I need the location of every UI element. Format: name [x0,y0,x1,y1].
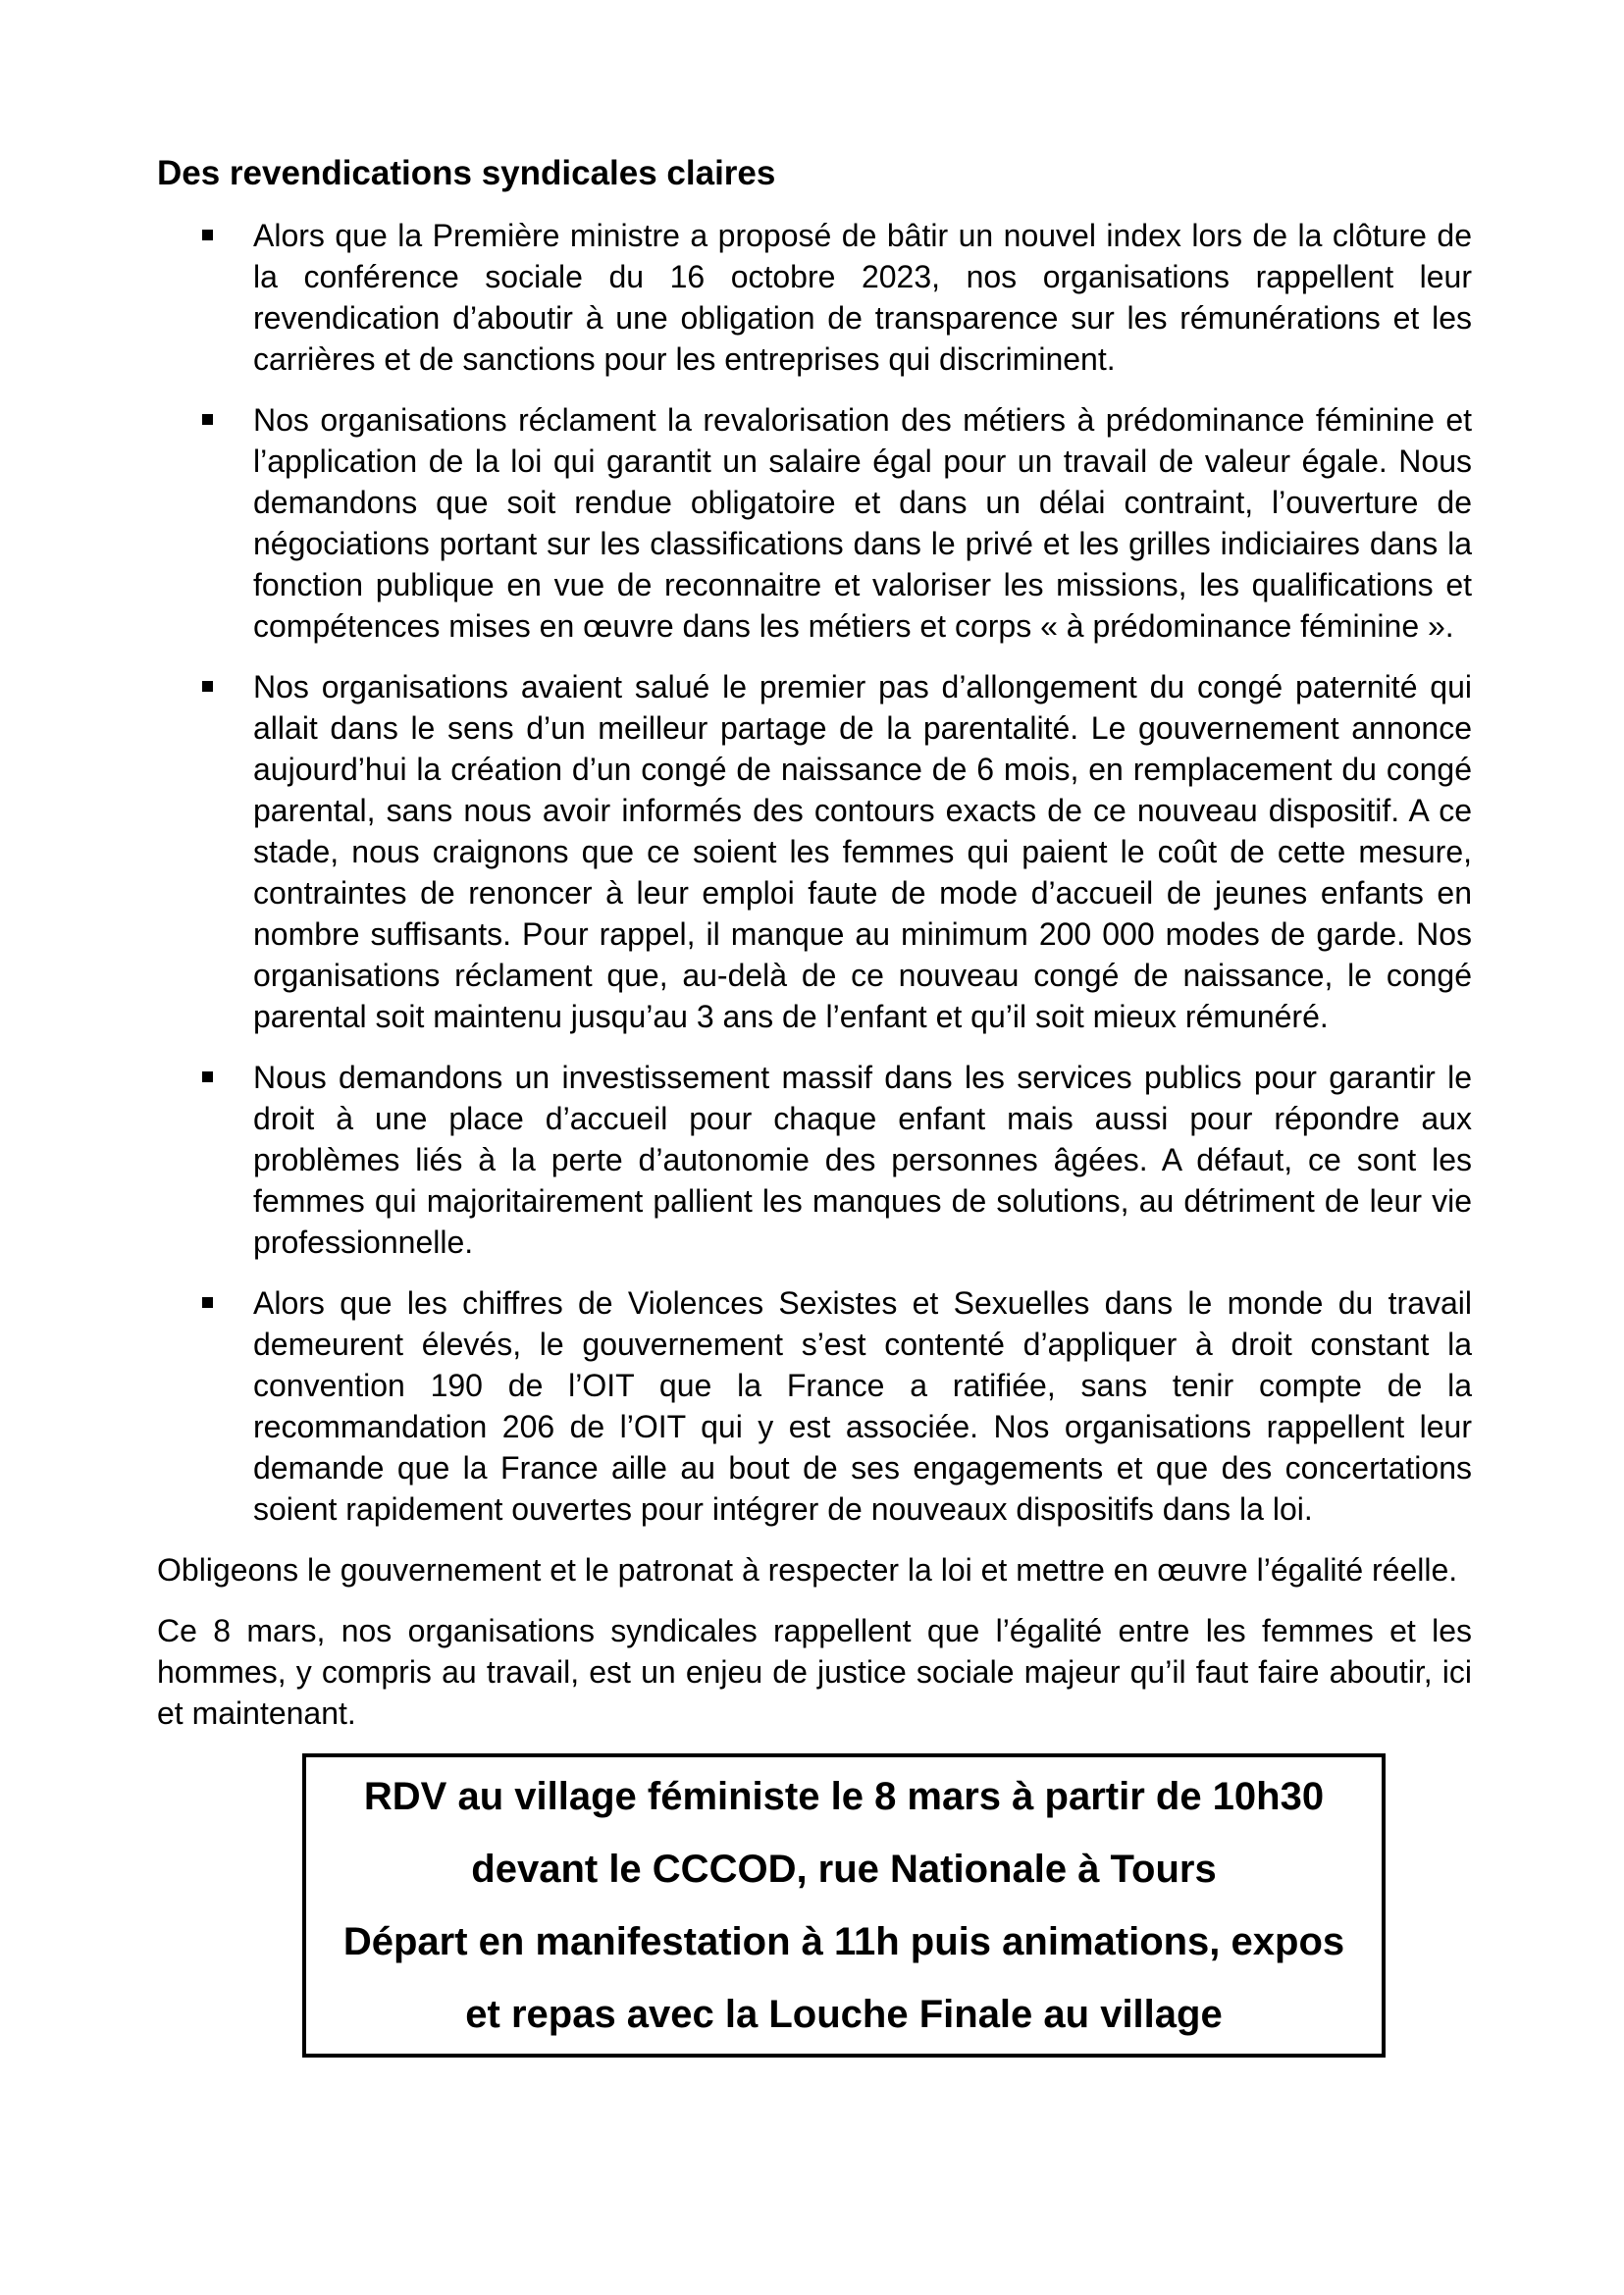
section-heading: Des revendications syndicales claires [157,154,776,192]
paragraph-obligeons: Obligeons le gouvernement et le patronat à respecter la loi et mettre en œuvre l’égalité réelle. [157,1552,1458,1588]
square-bullet-icon [202,230,213,240]
bullet-item-revalorisation [157,399,1472,647]
bullet-text-conge-naissance: Nos organisations avaient salué le premier pas d’allongement du congé paternité qui allait dans le sens d’un meilleur partage de la parentalité. Le gouvernement annonce aujourd’hui la création d’un congé de naissance de 6 mois, en remplacement du congé parental, sans nous avoir informés des contours exacts de ce nouveau dispositif. A ce stade, nous craignons que ce soient les femmes qui paient le coût de cette mesure, contraintes de renoncer à leur emploi faute de mode d’accueil de jeunes enfants en nombre suffisants. Pour rappel, il manque au minimum 200 000 modes de garde. Nos organisations réclament que, au-delà de ce nouveau congé de naissance, le congé parental soit maintenu jusqu’au 3 ans de l’enfant et qu’il soit mieux rémunéré. [253,669,1472,1034]
bullet-item-violences [157,1282,1472,1530]
bullet-item-services-publics [157,1057,1472,1263]
announcement-line-lieu: devant le CCCOD, rue Nationale à Tours [471,1848,1217,1891]
bullet-item-conge-naissance [157,666,1472,1037]
bullet-text-revalorisation: Nos organisations réclament la revalorisation des métiers à prédominance féminine et l’application de la loi qui garantit un salaire égal pour un travail de valeur égale. Nous demandons que soit rendue obligatoire et dans un délai contraint, l’ouverture de négociations portant sur les classifications dans le privé et les grilles indiciaires dans la fonction publique en vue de reconnaitre et valoriser les missions, les qualifications et compétences mises en œuvre dans les métiers et corps « à prédominance féminine ». [253,402,1472,644]
square-bullet-icon [202,681,213,692]
bullet-text-index: Alors que la Première ministre a proposé de bâtir un nouvel index lors de la clôture de la conférence sociale du 16 octobre 2023, nos organisations rappellent leur revendication d’aboutir à une obligation de transparence sur les rémunérations et les carrières et de sanctions pour les entreprises qui discriminent. [253,218,1472,377]
bullet-list [157,215,1472,1530]
square-bullet-icon [202,1297,213,1308]
announcement-line-rdv: RDV au village féministe le 8 mars à partir de 10h30 [363,1775,1325,1818]
square-bullet-icon [202,1071,213,1082]
paragraph-ce-8-mars: Ce 8 mars, nos organisations syndicales rappellent que l’égalité entre les femmes et les hommes, y compris au travail, est un enjeu de justice sociale majeur qu’il faut faire aboutir, ici et maintenant. [157,1613,1472,1731]
square-bullet-icon [202,414,213,425]
bullet-item-index [157,215,1472,380]
announcement-line-depart: Départ en manifestation à 11h puis animations, expos [342,1920,1345,1963]
bullet-text-violences: Alors que les chiffres de Violences Sexistes et Sexuelles dans le monde du travail demeurent élevés, le gouvernement s’est contenté d’appliquer à droit constant la convention 190 de l’OIT que la France a ratifiée, sans tenir compte de la recommandation 206 de l’OIT qui y est associée. Nos organisations rappellent leur demande que la France aille au bout de ses engagements et que des concertations soient rapidement ouvertes pour intégrer de nouveaux dispositifs dans la loi. [253,1285,1472,1527]
bullet-text-services-publics: Nous demandons un investissement massif dans les services publics pour garantir le droit à une place d’accueil pour chaque enfant mais aussi pour répondre aux problèmes liés à la perte d’autonomie des personnes âgées. A défaut, ce sont les femmes qui majoritairement pallient les manques de solutions, au détriment de leur vie professionnelle. [253,1060,1472,1260]
announcement-box [302,1753,1386,2058]
announcement-line-repas: et repas avec la Louche Finale au village [465,1993,1223,2036]
